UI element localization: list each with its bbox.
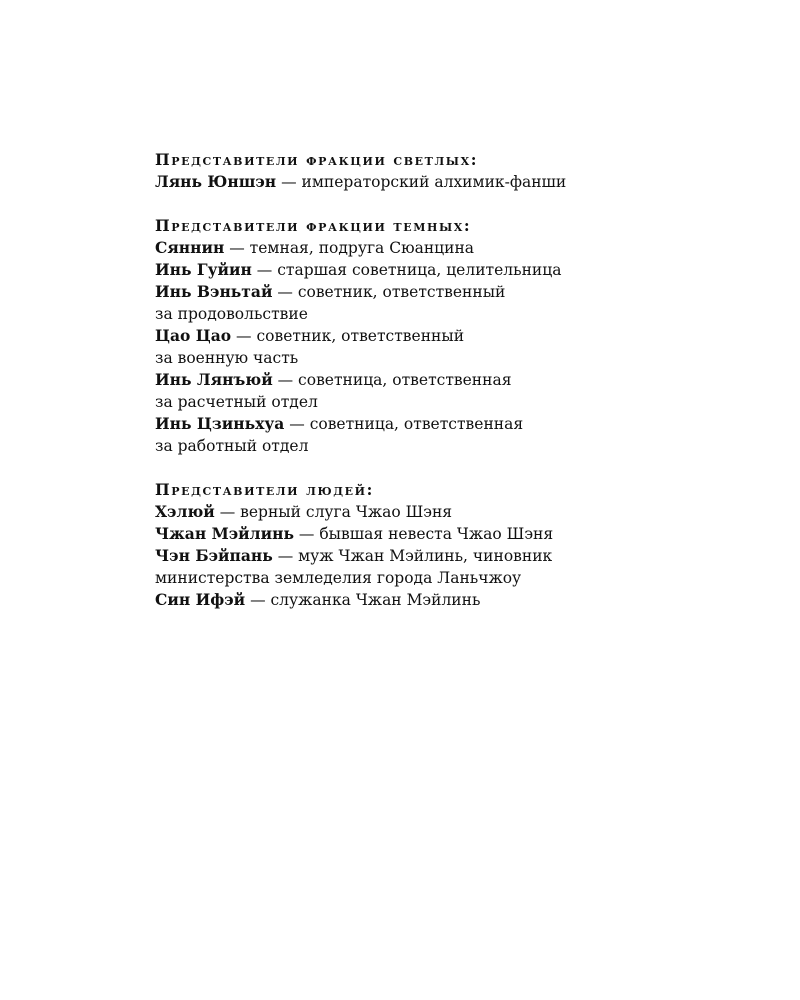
character-entry — [155, 523, 675, 545]
character-description: — императорский алхимик-фанши — [276, 173, 567, 191]
character-description: — советник, ответственный — [272, 283, 506, 301]
character-entry — [155, 237, 675, 259]
section-light-faction — [155, 149, 675, 193]
section-heading: Представители людей: — [155, 480, 374, 499]
character-description: — советница, ответственная — [272, 371, 512, 389]
character-name: Инь Лянъюй — [155, 370, 273, 389]
character-entry — [155, 259, 675, 281]
section-heading: Представители фракции светлых: — [155, 150, 479, 169]
character-name: Чжан Мэйлинь — [155, 524, 294, 543]
character-entry — [155, 589, 675, 611]
character-name: Инь Цзиньхуа — [155, 414, 285, 433]
character-name: Инь Вэньтай — [155, 282, 273, 301]
character-entry — [155, 545, 675, 567]
character-description: — верный слуга Чжао Шэня — [214, 503, 453, 521]
character-entry — [155, 369, 675, 391]
character-description: — темная, подруга Сюанцина — [224, 239, 475, 257]
character-description-continued: за работный отдел — [155, 437, 309, 455]
character-description: — советница, ответственная — [284, 415, 524, 433]
character-description: — служанка Чжан Мэйлинь — [245, 591, 481, 609]
character-name: Инь Гуйин — [155, 260, 252, 279]
section-heading: Представители фракции темных: — [155, 216, 472, 235]
character-entry — [155, 281, 675, 303]
character-name: Цао Цао — [155, 326, 232, 345]
character-description-continued: министерства земледелия города Ланьчжоу — [155, 569, 522, 587]
character-name: Сяннин — [155, 238, 225, 257]
character-entry — [155, 325, 675, 347]
character-description: — старшая советница, целительница — [251, 261, 562, 279]
character-entry — [155, 501, 675, 523]
character-entry — [155, 413, 675, 435]
character-list — [155, 149, 675, 633]
character-description-continued: за расчетный отдел — [155, 393, 318, 411]
character-entry — [155, 171, 675, 193]
character-name: Син Ифэй — [155, 590, 246, 609]
character-name: Хэлюй — [155, 502, 215, 521]
section-dark-faction — [155, 215, 675, 457]
character-description: — бывшая невеста Чжао Шэня — [293, 525, 554, 543]
character-name: Чэн Бэйпань — [155, 546, 273, 565]
character-name: Лянь Юншэн — [155, 172, 277, 191]
character-description-continued: за военную часть — [155, 349, 299, 367]
section-people — [155, 479, 675, 611]
character-description: — советник, ответственный — [231, 327, 465, 345]
character-description: — муж Чжан Мэйлинь, чиновник — [272, 547, 553, 565]
character-description-continued: за продовольствие — [155, 305, 308, 323]
